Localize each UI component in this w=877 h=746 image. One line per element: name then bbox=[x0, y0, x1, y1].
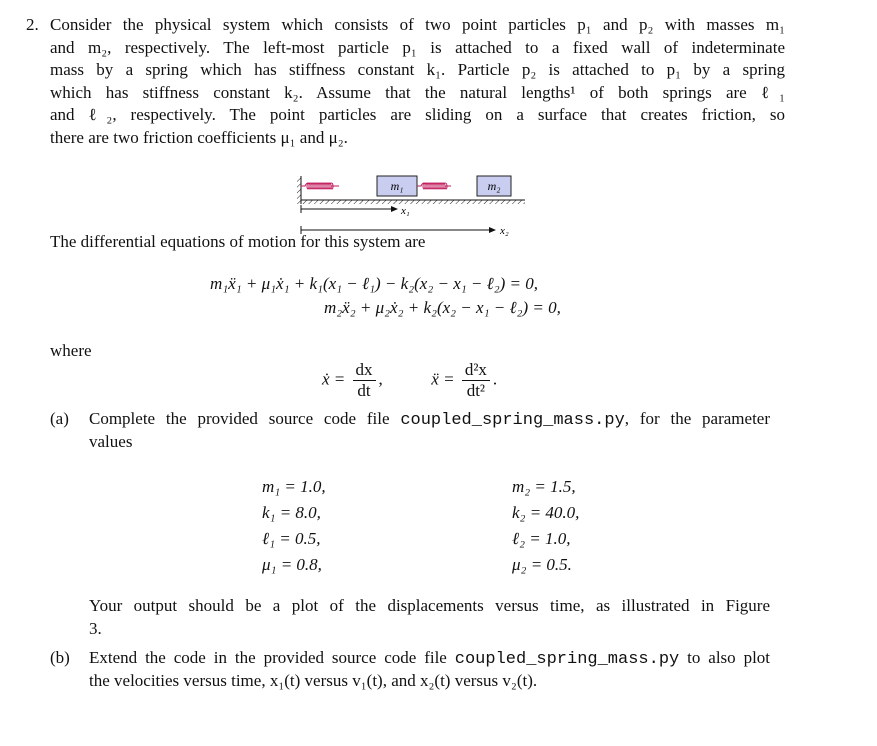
param-l2: ℓ₂ = 1.0, bbox=[512, 529, 571, 548]
param-mu1: μ₁ = 0.8, bbox=[262, 555, 322, 574]
mass-1-label: m₁ bbox=[390, 179, 404, 193]
derivative-definitions bbox=[322, 360, 497, 401]
xddot-denominator: dt² bbox=[466, 381, 486, 400]
part-b-line-1 bbox=[89, 648, 770, 669]
floor bbox=[301, 200, 525, 204]
problem-intro bbox=[50, 14, 785, 149]
intro-line-1: Consider the physical system which consists of two point particles p₁ and p₂ with masses m₁ bbox=[50, 15, 785, 34]
xddot-lhs: ẍ = bbox=[431, 369, 455, 389]
param-m1: m₁ = 1.0, bbox=[262, 477, 326, 496]
part-a-line-1-post: , for the parameter bbox=[624, 409, 771, 428]
part-a-line-1-pre: Complete the provided source code file bbox=[89, 409, 390, 428]
mass-2-label: m₂ bbox=[487, 179, 501, 193]
part-a-output-line-2: 3. bbox=[89, 619, 102, 638]
parameters-right bbox=[512, 474, 579, 578]
xddot-tail: . bbox=[492, 369, 498, 389]
x1-label: x₁ bbox=[401, 205, 410, 217]
problem-number: 2. bbox=[26, 15, 39, 34]
param-k2: k₂ = 40.0, bbox=[512, 503, 580, 522]
part-b-line-2: the velocities versus time, x₁(t) versus v₁(t), and x₂(t) versus v₂(t). bbox=[89, 671, 538, 690]
param-m2: m₂ = 1.5, bbox=[512, 477, 576, 496]
part-a-filename: coupled_spring_mass.py bbox=[400, 411, 625, 430]
xdot-numerator: dx bbox=[353, 360, 376, 381]
equation-1-text: m₁ẍ₁ + μ₁ẋ₁ + k₁(x₁ − ℓ₁) − k₂(x₂ − x₁ − ℓ₂) = 0, bbox=[210, 274, 538, 293]
param-k1: k₁ = 8.0, bbox=[262, 503, 321, 522]
intro-line-2: and m₂, respectively. The left-most particle p₁ is attached to a fixed wall of indeterminate bbox=[50, 37, 785, 57]
xddot-numerator: d²x bbox=[462, 360, 490, 381]
equation-2-text: m₂ẍ₂ + μ₂ẋ₂ + k₂(x₂ − x₁ − ℓ₂) = 0, bbox=[324, 298, 561, 317]
intro-line-4: which has stiffness constant k₂. Assume that the natural lengths¹ of both springs are ℓ₁ bbox=[50, 82, 785, 102]
equations-intro: The differential equations of motion for this system are bbox=[50, 232, 426, 251]
part-a-output-line-1: Your output should be a plot of the displacements versus time, as illustrated in Figure bbox=[89, 596, 770, 615]
part-a-line-2: values bbox=[89, 432, 133, 451]
part-b-line-1-pre: Extend the code in the provided source code file bbox=[89, 648, 447, 667]
spring-1 bbox=[301, 183, 339, 189]
param-l1: ℓ₁ = 0.5, bbox=[262, 529, 321, 548]
part-b-line-1-post: to also plot bbox=[687, 648, 771, 667]
xdot-fraction bbox=[353, 360, 376, 401]
intro-line-5: and ℓ₂, respectively. The point particles are sliding on a surface that creates friction, so bbox=[50, 105, 785, 124]
spring-2 bbox=[417, 183, 451, 189]
equation-1 bbox=[210, 274, 538, 294]
param-mu2: μ₂ = 0.5. bbox=[512, 555, 572, 574]
parameters-left bbox=[262, 474, 326, 578]
xdot-lhs: ẋ = bbox=[322, 369, 346, 389]
x2-label: x₂ bbox=[500, 225, 509, 236]
wall bbox=[297, 176, 301, 204]
equation-2 bbox=[324, 298, 561, 318]
xddot-fraction bbox=[462, 360, 490, 401]
part-b-filename: coupled_spring_mass.py bbox=[454, 650, 680, 669]
intro-line-6: there are two friction coefficients μ₁ and μ₂. bbox=[50, 127, 348, 147]
spring-mass-diagram bbox=[295, 172, 535, 236]
xdot-denominator: dt bbox=[357, 381, 371, 400]
where-label: where bbox=[50, 341, 92, 360]
xdot-tail: , bbox=[378, 369, 383, 389]
part-a-label: (a) bbox=[50, 409, 69, 428]
part-b-label: (b) bbox=[50, 648, 70, 667]
intro-line-3: mass by a spring which has stiffness constant k₁. Particle p₂ is attached to p₁ by a spring bbox=[50, 60, 785, 79]
part-a-line-1 bbox=[89, 409, 770, 430]
